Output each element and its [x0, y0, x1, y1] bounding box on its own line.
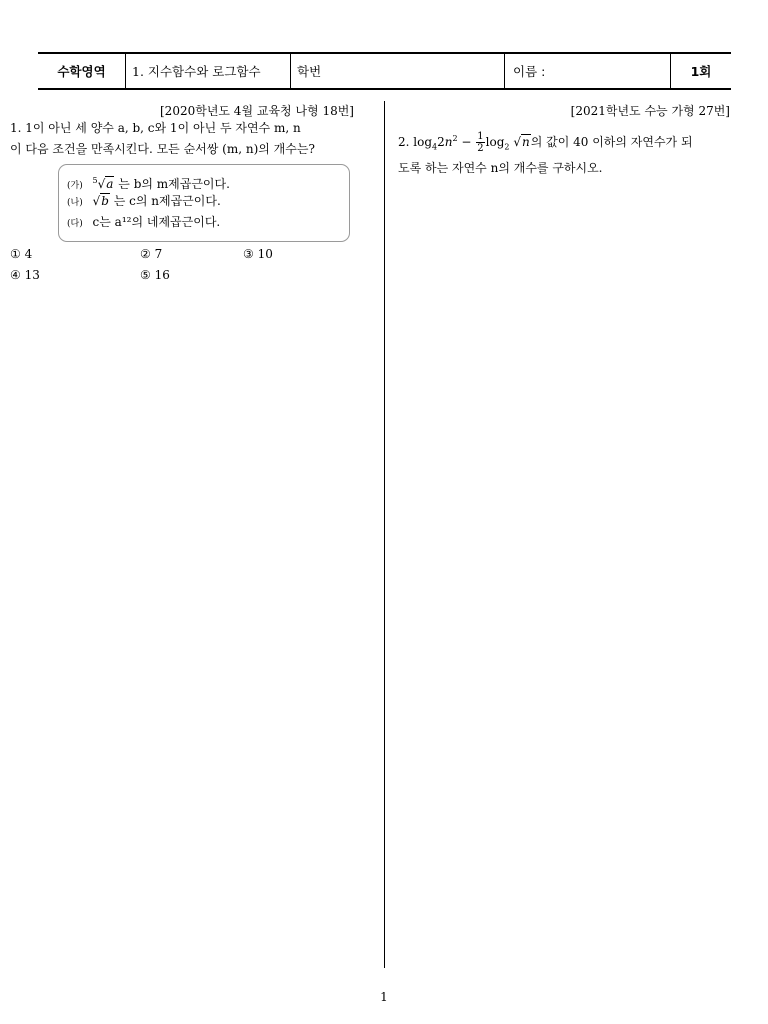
- choice-4[interactable]: ④ 13: [10, 268, 40, 282]
- condition-text: 는 c의 n제곱근이다.: [113, 194, 221, 208]
- q2-line2: 도록 하는 자연수 n의 개수를 구하시오.: [398, 161, 603, 176]
- q1-source: [2020학년도 4월 교육청 나형 18번]: [160, 104, 354, 118]
- choice-5[interactable]: ⑤ 16: [140, 268, 170, 282]
- choice-2[interactable]: ② 7: [140, 247, 163, 261]
- condition-a: [67, 170, 349, 191]
- page-number: 1: [380, 990, 388, 1004]
- q1-text: [10, 118, 370, 160]
- condition-mark: (가): [67, 181, 83, 191]
- q2-text: [398, 124, 738, 174]
- condition-mark: (나): [67, 198, 83, 208]
- column-divider: [384, 101, 385, 968]
- condition-mark: (다): [67, 219, 83, 229]
- q1-line2: 이 다음 조건을 만족시킨다. 모든 순서쌍 (m, n)의 개수는?: [10, 142, 315, 156]
- choice-3[interactable]: ③ 10: [243, 247, 273, 261]
- name-label: 이름 :: [505, 54, 671, 88]
- student-number-label: 학번: [291, 54, 505, 88]
- q2-line1-text: 의 값이 40 이하의 자연수가 되: [530, 135, 693, 149]
- root-expression: $^5$√a: [92, 176, 114, 191]
- condition-b: [67, 191, 349, 212]
- q2-source: [2021학년도 수능 가형 27번]: [570, 104, 730, 118]
- q1-conditions-box: [58, 164, 350, 242]
- q1-line1: 1. 1이 아닌 세 양수 a, b, c와 1이 아닌 두 자연수 m, n: [10, 121, 301, 135]
- q2-expression: 2. $\log_42n^2$ − $\frac{1}{2}$ $\log_2 √n$: [398, 131, 530, 154]
- choice-1[interactable]: ① 4: [10, 247, 33, 261]
- exam-header: [38, 52, 731, 90]
- chapter-title: 1. 지수함수와 로그함수: [126, 54, 291, 88]
- condition-text: c는 a¹²의 네제곱근이다.: [92, 215, 221, 229]
- subject-title: 수학영역: [38, 54, 126, 88]
- q2-line1: [398, 124, 738, 162]
- condition-text: 는 b의 m제곱근이다.: [118, 177, 230, 191]
- session-label: 1회: [690, 64, 712, 79]
- condition-c: [67, 212, 349, 233]
- root-expression: √b: [92, 194, 109, 208]
